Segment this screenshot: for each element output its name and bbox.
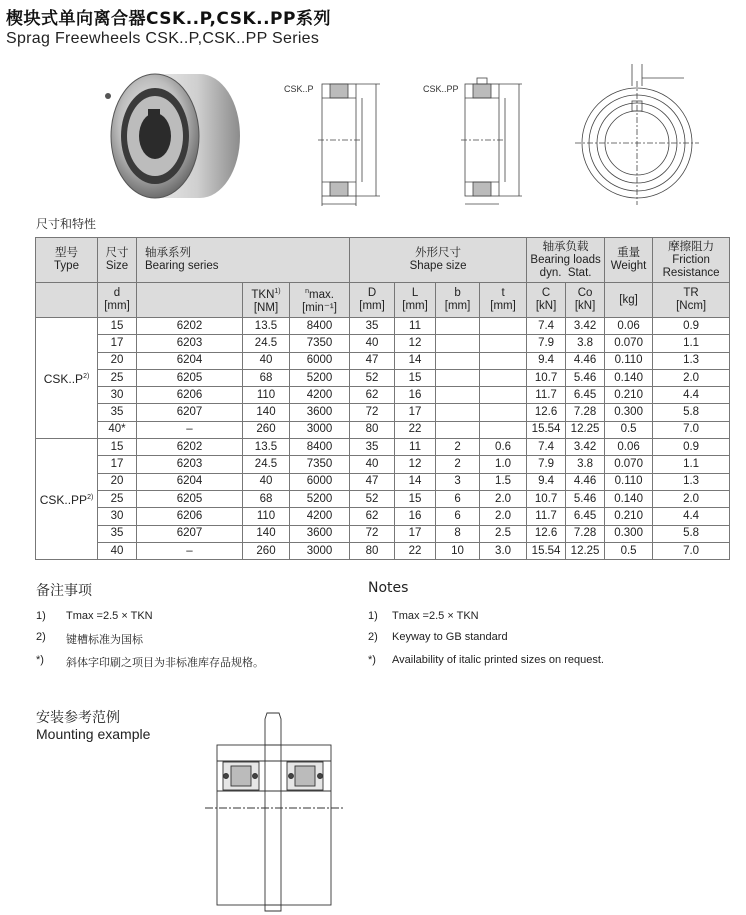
table-cell: 11 [395,318,436,335]
table-row [36,542,730,559]
header-weight: 重量 Weight [605,238,653,283]
table-cell: 6207 [137,404,243,421]
table-cell: 20 [98,473,137,490]
table-cell: 6206 [137,508,243,525]
table-cell: 0.06 [605,439,653,456]
table-cell: 5.46 [566,369,605,386]
table-cell: 6000 [290,352,350,369]
table-cell [480,335,527,352]
table-cell: 80 [350,542,395,559]
table-cell: 6204 [137,473,243,490]
header-t: t [mm] [480,283,527,318]
header-size: 尺寸 Size [98,238,137,283]
header-bearing-empty [137,283,243,318]
table-cell: 25 [98,490,137,507]
table-cell: 40 [350,456,395,473]
table-cell: 12 [395,335,436,352]
table-cell: 15 [395,490,436,507]
table-cell: 9.4 [527,352,566,369]
table-cell: 110 [243,508,290,525]
table-cell: 4.46 [566,352,605,369]
table-cell: 6.45 [566,508,605,525]
table-cell: 1.0 [480,456,527,473]
table-cell: 8400 [290,318,350,335]
table-row [36,473,730,490]
product-figures [0,56,746,211]
table-cell: 6.45 [566,387,605,404]
header-C: C [kN] [527,283,566,318]
table-cell: 7.28 [566,404,605,421]
table-cell: 40* [98,421,137,438]
table-cell: 47 [350,473,395,490]
table-cell: 2 [436,439,480,456]
table-cell: 2.5 [480,525,527,542]
table-cell: 6206 [137,387,243,404]
table-cell: 0.110 [605,473,653,490]
table-cell: 24.5 [243,335,290,352]
table-cell: 12.25 [566,421,605,438]
table-cell [480,318,527,335]
table-cell: 110 [243,387,290,404]
table-cell: 0.9 [653,439,730,456]
header-D: D [mm] [350,283,395,318]
note-en-2: 2) Keyway to GB standard [368,631,508,643]
table-cell: 2.0 [653,369,730,386]
table-cell: 7.0 [653,542,730,559]
table-cell: – [137,421,243,438]
table-row [36,318,730,335]
table-cell: 0.110 [605,352,653,369]
table-cell: 3.8 [566,335,605,352]
table-cell: 0.210 [605,508,653,525]
table-cell: 7.0 [653,421,730,438]
table-cell: 3600 [290,404,350,421]
note-en-3: *) Availability of italic printed sizes on request. [368,654,604,666]
table-cell: 10.7 [527,490,566,507]
table-cell: 15 [395,369,436,386]
table-cell: 1.3 [653,352,730,369]
table-cell: 2.0 [480,490,527,507]
table-cell: 6 [436,508,480,525]
header-d: d [mm] [98,283,137,318]
table-cell: 12.6 [527,404,566,421]
table-cell: 4200 [290,387,350,404]
table-cell: 7350 [290,456,350,473]
table-row [36,335,730,352]
table-cell: 15.54 [527,421,566,438]
table-cell: 12.25 [566,542,605,559]
table-cell: 52 [350,369,395,386]
table-cell: 25 [98,369,137,386]
table-cell: 10.7 [527,369,566,386]
spec-table-body [36,318,730,560]
table-cell: 6203 [137,456,243,473]
table-cell: 7.4 [527,318,566,335]
table-cell: 7350 [290,335,350,352]
table-cell: 5.8 [653,525,730,542]
table-cell: 30 [98,508,137,525]
note-cn-2: 2) 键槽标准为国标 [36,631,143,646]
table-cell: 0.070 [605,335,653,352]
table-cell: 17 [395,404,436,421]
table-cell: 2.0 [653,490,730,507]
table-cell: 24.5 [243,456,290,473]
table-cell: 10 [436,542,480,559]
header-friction: 摩擦阻力 Friction Resistance [653,238,730,283]
header-b: b [mm] [436,283,480,318]
table-cell: 1.1 [653,456,730,473]
table-cell: 140 [243,525,290,542]
table-cell: 1.1 [653,335,730,352]
table-cell: 9.4 [527,473,566,490]
header-bearing-series: 轴承系列 Bearing series [137,238,350,283]
mounting-title-en: Mounting example [36,726,151,742]
mounting-drawing [195,705,355,915]
table-cell [436,352,480,369]
notes-title-cn: 备注事项 [36,583,92,599]
table-cell: 6205 [137,490,243,507]
table-cell: 68 [243,490,290,507]
table-cell: 47 [350,352,395,369]
table-cell: 11 [395,439,436,456]
table-cell: 15 [98,439,137,456]
header-bearing-loads: 轴承负载 Bearing loads dyn. Stat. [527,238,605,283]
label-csk-p: CSK..P [284,84,314,94]
table-cell: 16 [395,508,436,525]
label-csk-pp: CSK..PP [423,84,459,94]
csk-p-drawing [284,84,380,206]
table-cell: 13.5 [243,439,290,456]
table-row [36,352,730,369]
section-title: 尺寸和特性 [36,217,97,231]
table-cell: 0.9 [653,318,730,335]
table-row [36,404,730,421]
table-cell: 4.4 [653,508,730,525]
table-cell: 260 [243,542,290,559]
table-cell: 12.6 [527,525,566,542]
table-cell: 0.300 [605,404,653,421]
table-cell: 7.4 [527,439,566,456]
table-cell [480,421,527,438]
header-tkn: TKN$^{1)}$ [NM] [243,283,290,318]
table-cell [480,369,527,386]
note-en-1: 1) Tmax =2.5 × TKN [368,610,479,622]
table-cell: 3.0 [480,542,527,559]
table-cell: 14 [395,473,436,490]
table-cell: 0.5 [605,542,653,559]
page-title-cn: 楔块式单向离合器CSK..P,CSK..PP系列 [6,9,331,29]
table-cell: 80 [350,421,395,438]
table-cell: 6207 [137,525,243,542]
table-row [36,525,730,542]
table-cell: 5200 [290,490,350,507]
table-cell: 72 [350,404,395,421]
table-cell: 16 [395,387,436,404]
table-cell: 0.6 [480,439,527,456]
table-cell: 7.9 [527,335,566,352]
table-cell: 0.210 [605,387,653,404]
table-cell: – [137,542,243,559]
table-cell: 62 [350,387,395,404]
table-cell: 3.42 [566,439,605,456]
table-cell [480,352,527,369]
header-L: L [mm] [395,283,436,318]
table-cell: 4.4 [653,387,730,404]
header-nmax: $^n$max. [min⁻¹] [290,283,350,318]
table-cell [436,387,480,404]
table-cell: 40 [350,335,395,352]
table-cell: 6202 [137,439,243,456]
table-cell: 0.070 [605,456,653,473]
table-cell: 7.9 [527,456,566,473]
table-cell: 12 [395,456,436,473]
table-cell: 5.8 [653,404,730,421]
table-cell: 3600 [290,525,350,542]
table-cell [436,318,480,335]
table-cell: 52 [350,490,395,507]
table-cell: 17 [395,525,436,542]
header-weight-unit: [kg] [605,283,653,318]
table-cell [436,421,480,438]
table-cell [480,387,527,404]
type-cell: $CSK..P^{2)}$ [36,318,98,439]
table-cell: 3 [436,473,480,490]
table-cell: 0.5 [605,421,653,438]
table-row [36,490,730,507]
table-cell: 0.300 [605,525,653,542]
notes-title-en: Notes [368,580,409,596]
table-cell: 3.42 [566,318,605,335]
table-row [36,508,730,525]
table-cell: 260 [243,421,290,438]
table-cell: 17 [98,335,137,352]
table-cell: 7.28 [566,525,605,542]
table-cell: 11.7 [527,387,566,404]
front-view-drawing [575,64,699,205]
note-cn-1: 1) Tmax =2.5 × TKN [36,610,153,622]
table-cell: 0.06 [605,318,653,335]
table-cell: 11.7 [527,508,566,525]
type-cell: CSK..PP$^{2)}$ [36,439,98,560]
freewheel-photo [105,74,240,198]
table-cell: 6204 [137,352,243,369]
table-cell: 35 [350,439,395,456]
table-cell: 5.46 [566,490,605,507]
table-row [36,369,730,386]
table-cell [436,404,480,421]
table-cell [436,335,480,352]
table-cell: 20 [98,352,137,369]
table-cell: 6 [436,490,480,507]
header-type-empty [36,283,98,318]
note-cn-3: *) 斜体字印刷之项目为非标准库存品规格。 [36,654,264,669]
table-cell: 22 [395,542,436,559]
table-cell: 40 [243,352,290,369]
table-cell: 8 [436,525,480,542]
table-cell: 3000 [290,421,350,438]
header-Co: Co [kN] [566,283,605,318]
table-cell: 6205 [137,369,243,386]
table-cell: 0.140 [605,369,653,386]
table-cell: 62 [350,508,395,525]
table-cell: 35 [98,525,137,542]
table-row [36,456,730,473]
table-cell: 15 [98,318,137,335]
table-cell [480,404,527,421]
table-cell: 15.54 [527,542,566,559]
table-cell: 6202 [137,318,243,335]
page-title-en: Sprag Freewheels CSK..P,CSK..PP Series [6,30,320,47]
table-row [36,439,730,456]
table-cell: 22 [395,421,436,438]
table-cell: 140 [243,404,290,421]
table-cell: 72 [350,525,395,542]
csk-pp-drawing [423,78,522,204]
table-cell: 2.0 [480,508,527,525]
table-cell: 13.5 [243,318,290,335]
table-cell: 17 [98,456,137,473]
table-cell: 6000 [290,473,350,490]
table-cell: 1.3 [653,473,730,490]
table-cell: 0.140 [605,490,653,507]
table-cell: 4200 [290,508,350,525]
table-cell: 2 [436,456,480,473]
table-cell: 1.5 [480,473,527,490]
table-cell: 35 [350,318,395,335]
table-cell: 30 [98,387,137,404]
mounting-title-cn: 安装参考范例 [36,710,120,726]
spec-table [35,237,730,560]
header-shape-size: 外形尺寸 Shape size [350,238,527,283]
table-cell: 35 [98,404,137,421]
table-cell: 14 [395,352,436,369]
table-cell: 40 [98,542,137,559]
table-row [36,387,730,404]
table-cell: 3.8 [566,456,605,473]
table-cell: 4.46 [566,473,605,490]
header-TR: TR [Ncm] [653,283,730,318]
table-cell: 8400 [290,439,350,456]
table-cell: 68 [243,369,290,386]
header-type: 型号 Type [36,238,98,283]
table-cell: 40 [243,473,290,490]
table-row [36,421,730,438]
table-cell: 6203 [137,335,243,352]
table-cell: 3000 [290,542,350,559]
table-cell [436,369,480,386]
table-cell: 5200 [290,369,350,386]
